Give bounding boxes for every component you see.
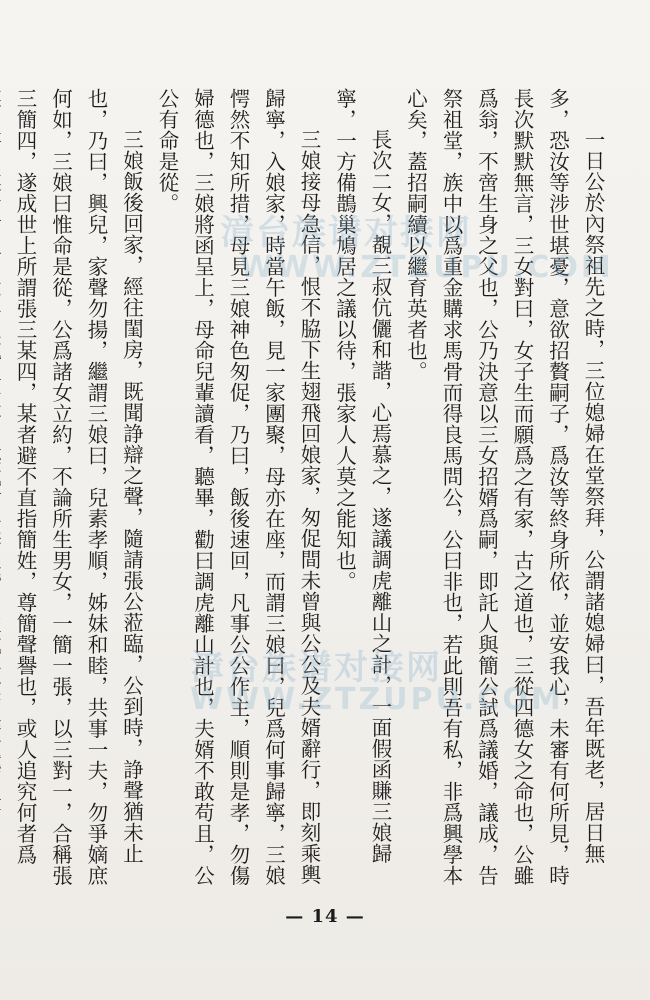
- watermark-site-name: 漳台族谱对接网: [220, 213, 472, 253]
- paragraph-1: 一日公於內祭祖先之時，三位媳婦在堂祭拜，公謂諸媳婦曰，吾年既老，居日無多，恐汝等涉世堪憂，意欲招贅嗣子，爲汝等終身所依，並安我心，未審有何所見，時長次默默無言，三女對曰，女子生而願爲之有家，古之道也，三從四德女之命也，公雖爲翁，不啻生身之父也，公乃決意以三女招婿爲嗣，即託人與簡公試爲議婚，議成，告祭祖堂，族中以爲重金購求馬骨而得良馬問公，公曰非也，若此則吾有私，非爲興學本心矣，蓋招嗣續以繼育英者也。: [403, 88, 605, 886]
- vertical-text-body: [13, 88, 610, 898]
- watermark-site-name: 漳台族谱对接网: [190, 648, 442, 688]
- paragraph-2: 長次二女，覩三叔伉儷和諧，心焉慕之，遂議調虎離山之計，一面假函賺三娘歸寧，一方備鵲巢鳩居之議以待，張家人人莫之能知也。: [332, 88, 392, 864]
- paragraph-4: 三娘飯後回家，經往閨房，既聞諍辯之聲，隨請張公蒞臨，公到時，諍聲猶未止也，乃曰，興兒，家聲勿揚，繼謂三娘曰，兒素孝順，姊妹和睦，共事一夫，勿爭嫡庶何如，三娘曰惟命是從，公爲諸女立約，不論所生男女，一簡一張，以三對一，合稱張三簡四，遂成世上所謂張三某四，某者避不直指簡姓，尊簡聲譽也，或人追究何者爲: [13, 88, 144, 886]
- paragraph-3: 三娘接母急信，恨不脇下生翅飛回娘家，匆促間未曾與公公及夫婿辭行，即刻乘輿歸寧，入娘家，時當午飯，見一家團聚，母亦在座，而謂三娘曰，兒爲何事歸寧，三娘愕然不知所措，母見三娘神色匆促，乃曰，飯後速回，凡事公公作主，順則是孝，勿傷婦德也，三娘將函呈上，母命兒輩讀看，聽畢，勸曰調虎離山計也，夫婿不敢苟且，公公有命是從。: [155, 88, 321, 886]
- page-number: — 14 —: [285, 906, 365, 927]
- watermark-site-url: WWW.ZTZUPU.COM: [240, 250, 614, 285]
- watermark-site-url: WWW.ZTZUPU.COM: [190, 682, 564, 717]
